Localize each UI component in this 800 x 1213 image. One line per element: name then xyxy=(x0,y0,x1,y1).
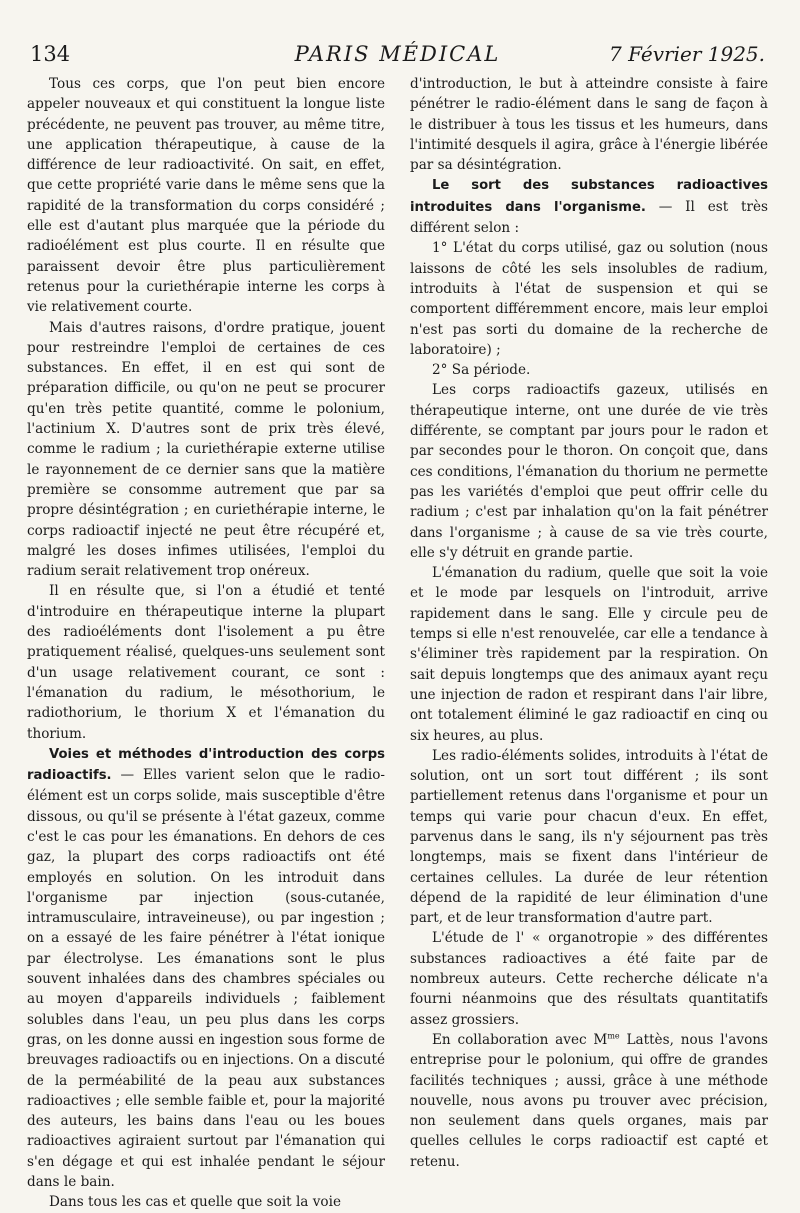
paragraph: L'étude de l' « organotropie » des différentes substances radioactives a été faite par de nombreux auteurs. Cette recherche délicate n'a fourni néanmoins que des résultats quantitatifs assez grossiers. xyxy=(410,930,768,1028)
paragraph: L'émanation du radium, quelle que soit la voie et le mode par lesquels on l'introduit, arrive rapidement dans le sang. Elle y circule peu de temps si elle n'est renouvelée, car elle a tendance à s'éliminer très rapidement par la respiration. On sait depuis longtemps que des animaux ayant reçu une injection de radon et respirant dans l'air libre, ont totalement éliminé le gaz radioactif en cinq ou six heures, au plus. xyxy=(410,565,768,744)
paragraph: Les corps radioactifs gazeux, utilisés en thérapeutique interne, ont une durée de vie très différente, se comptant par jours pour le radon et par secondes pour le thoron. On conçoit que, dans ces conditions, l'émanation du thorium ne permette pas les variétés d'emploi que peut offrir celle du radium ; c'est par inhalation qu'on la fait pénétrer dans l'organisme ; à cause de sa vie très courte, elle s'y détruit en grande partie. xyxy=(410,382,768,561)
text-run: En collaboration avec M xyxy=(432,1031,608,1048)
section-text: — Il est très différent selon : xyxy=(410,198,768,237)
journal-title: PARIS MÉDICAL xyxy=(294,42,501,66)
page-number: 134 xyxy=(30,42,71,66)
section-heading: Voies et méthodes d'introduction des corps radioactifs. xyxy=(27,746,385,784)
page-header xyxy=(30,42,765,72)
paragraph: Tous ces corps, que l'on peut bien encore appeler nouveaux et qui constituent la longue liste précédente, ne peuvent pas trouver, au même titre, une application thérapeutique, à cause de la différence de leur radioactivité. On sait, en effet, que cette propriété varie dans le même sens que la rapidité de la transformation du corps considéré ; elle est d'autant plus marquée que la période du radioélément est plus courte. Il en résulte que paraissent devoir être plus particulièrement retenus pour la curiethérapie interne les corps à vie relativement courte. xyxy=(27,76,385,316)
paragraph-section xyxy=(410,175,768,238)
paragraph xyxy=(410,1030,768,1172)
left-column xyxy=(27,74,385,1213)
right-column xyxy=(410,74,768,1172)
paragraph: Il en résulte que, si l'on a étudié et tenté d'introduire en thérapeutique interne la plupart des radioéléments dont l'isolement a pu être pratiquement réalisé, quelques-uns seulement sont d'un usage relativement courant, ce sont : l'émanation du radium, le mésothorium, le radiothorium, le thorium X et l'émanation du thorium. xyxy=(27,583,385,742)
text-run: Lattès, nous l'avons entreprise pour le polonium, qui offre de grandes facilités techniques ; aussi, grâce à une méthode nouvelle, nous avons pu trouver avec précision, non seulement dans quels organes, mais par quelles cellules le corps radioactif est capté et retenu. xyxy=(410,1031,768,1170)
paragraph-section xyxy=(27,744,385,1193)
paragraph-continued: d'introduction, le but à atteindre consiste à faire pénétrer le radio-élément dans le sang de façon à le distribuer à tous les tissus et les humeurs, dans l'intimité desquels il agira, grâce à l'énergie libérée par sa désintégration. xyxy=(410,76,768,174)
issue-date: 7 Février 1925. xyxy=(609,42,765,66)
superscript: me xyxy=(607,1031,620,1041)
section-text: — Elles varient selon que le radio-élément est un corps solide, mais susceptible d'être dissous, ou qu'il se présente à l'état gazeux, comme c'est le cas pour les émanations. En dehors de ces gaz, la plupart des corps radioactifs ont été employés en solution. On les introduit dans l'organisme par injection (sous-cutanée, intramusculaire, intraveineuse), ou par ingestion ; on a essayé de les faire pénétrer à l'état ionique par électrolyse. Les émanations sont le plus souvent inhalées dans des chambres spéciales ou au moyen d'appareils individuels ; faiblement solubles dans l'eau, un peu plus dans les corps gras, on les donne aussi en ingestion sous forme de breuvages radioactifs ou en injections. On a discuté de la perméabilité de la peau aux substances radioactives ; elle semble faible et, pour la majorité des auteurs, les bains dans l'eau ou les boues radioactives agiraient surtout par l'émanation qui s'en dégage et qui est inhalée pendant le séjour dans le bain. xyxy=(27,767,385,1191)
paragraph: 1° L'état du corps utilisé, gaz ou solution (nous laissons de côté les sels insolubles de radium, introduits à l'état de suspension et qui se comportent différemment encore, mais leur emploi n'est pas sorti du domaine de la recherche de laboratoire) ; xyxy=(410,240,768,358)
paragraph: Dans tous les cas et quelle que soit la voie xyxy=(49,1194,341,1211)
paragraph: 2° Sa période. xyxy=(432,362,531,379)
paragraph: Mais d'autres raisons, d'ordre pratique, jouent pour restreindre l'emploi de certaines de ces substances. En effet, il en est qui sont de préparation difficile, ou qu'on ne peut se procurer qu'en très petite quantité, comme le polonium, l'actinium X. D'autres sont de prix très élevé, comme le radium ; la curiethérapie externe utilise le rayonnement de ce dernier sans que la matière première se consomme autrement que par sa propre désintégration ; en curiethérapie interne, le corps radioactif injecté ne peut être récupéré et, malgré les doses infimes utilisées, l'emploi du radium serait relativement trop onéreux. xyxy=(27,319,385,580)
paragraph: Les radio-éléments solides, introduits à l'état de solution, ont un sort tout différent ; ils sont partiellement retenus dans l'organisme et pour un temps qui varie pour chacun d'eux. En effet, parvenus dans le sang, ils n'y séjournent pas très longtemps, mais se fixent dans l'intérieur de certaines cellules. La durée de leur rétention dépend de la rapidité de leur élimination d'une part, et de leur transformation d'autre part. xyxy=(410,747,768,927)
section-heading: Le sort des substances radioactives introduites dans l'organisme. xyxy=(410,178,768,215)
